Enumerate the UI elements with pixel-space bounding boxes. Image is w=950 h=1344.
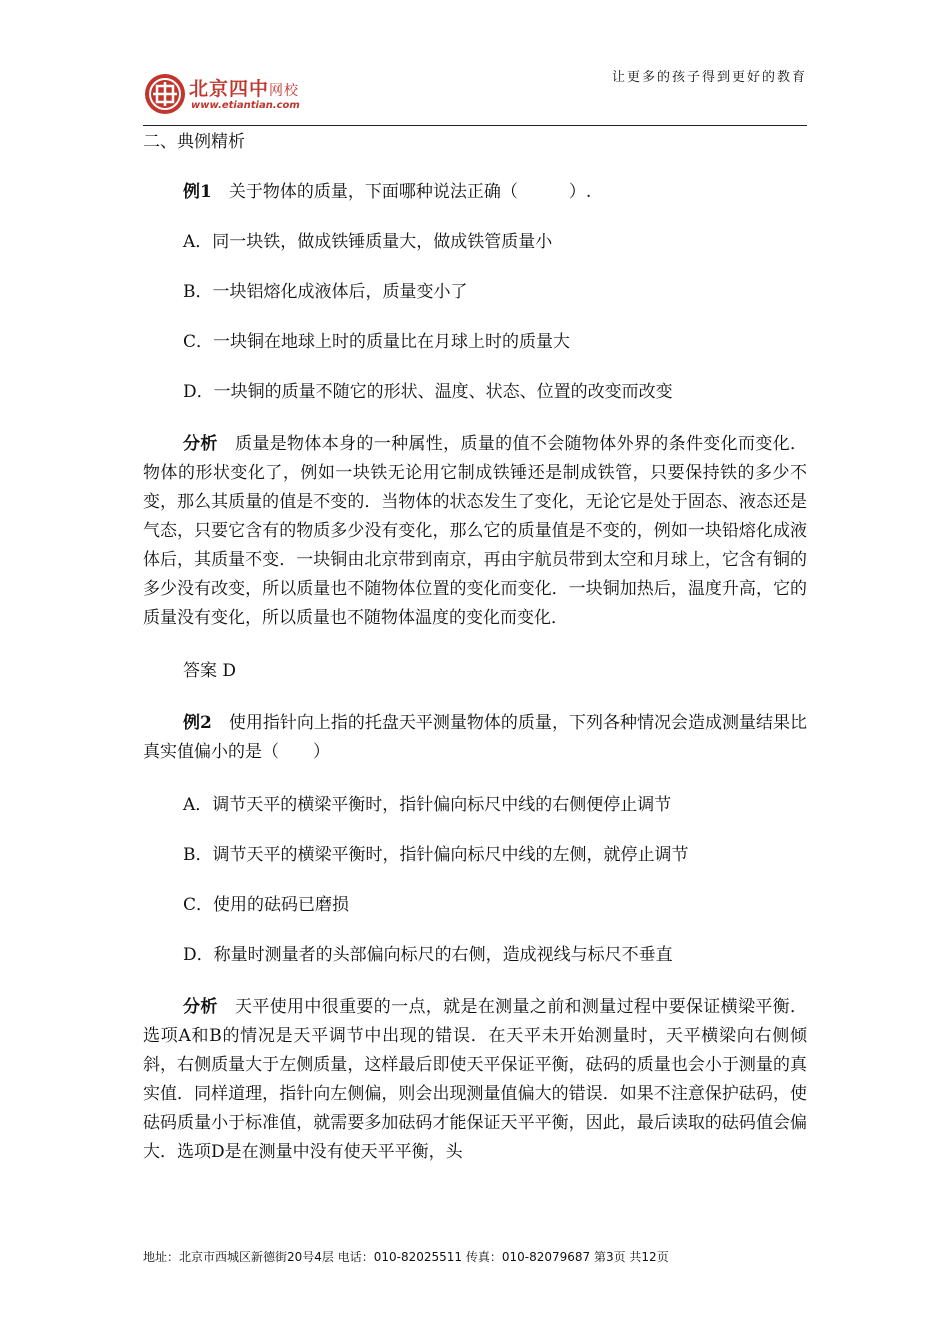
header-divider <box>143 125 807 126</box>
example-2-option-d: D．称量时测量者的头部偏向标尺的右侧，造成视线与标尺不垂直 <box>183 945 673 965</box>
example-1-label: 例1 <box>183 182 212 202</box>
example-1-answer: 答案 D <box>183 661 237 681</box>
example-2-option-c: C．使用的砝码已磨损 <box>183 895 350 915</box>
page-footer: 地址：北京市西城区新德街20号4层 电话：010-82025511 传真：010-82079687 第3页 共12页 <box>143 1250 669 1264</box>
example-2-option-a: A．调节天平的横梁平衡时，指针偏向标尺中线的右侧便停止调节 <box>183 795 672 815</box>
example-1-option-d: D．一块铜的质量不随它的形状、温度、状态、位置的改变而改变 <box>183 382 673 402</box>
example-1-question: 例1 关于物体的质量，下面哪种说法正确（ ）. <box>183 182 592 202</box>
school-seal-icon <box>143 72 187 116</box>
logo-name: 北京四中网校 <box>189 78 300 100</box>
example-1-analysis: 分析 质量是物体本身的一种属性，质量的值不会随物体外界的条件变化而变化．物体的形状变化了，例如一块铁无论用它制成铁锤还是制成铁管，只要保持铁的多少不变，那么其质量的值是不变的．当物体的状态发生了变化，无论它是处于固态、液态还是气态，只要它含有的物质多少没有变化，那么它的质量值是不变的，例如一块铅熔化成液体后，其质量不变．一块铜由北京带到南京，再由宇航员带到太空和月球上，它含有铜的多少没有改变，所以质量也不随物体位置的变化而变化．一块铜加热后，温度升高，它的质量没有变化，所以质量也不随物体温度的变化而变化． <box>143 434 808 628</box>
example-2-question: 例2 使用指针向上指的托盘天平测量物体的质量，下列各种情况会造成测量结果比真实值偏小的是（ ） <box>143 713 808 762</box>
logo-url: www.etiantian.com <box>191 100 300 111</box>
example-2-analysis: 分析 天平使用中很重要的一点，就是在测量之前和测量过程中要保证横梁平衡．选项A和B的情况是天平调节中出现的错误．在天平未开始测量时，天平横梁向右侧倾斜，右侧质量大于左侧质量，这样最后即使天平保证平衡，砝码的质量也会小于测量的真实值．同样道理，指针向左侧偏，则会出现测量值偏大的错误．如果不注意保护砝码，使砝码质量小于标准值，就需要多加砝码才能保证天平平衡，因此，最后读取的砝码值会偏大．选项D是在测量中没有使天平平衡，头 <box>143 997 808 1162</box>
example-2-analysis-label: 分析 <box>183 997 218 1017</box>
example-1-option-c: C．一块铜在地球上时的质量比在月球上时的质量大 <box>183 332 571 352</box>
page-content <box>143 128 807 1167</box>
example-2-option-b: B．调节天平的横梁平衡时，指针偏向标尺中线的左侧，就停止调节 <box>183 845 689 865</box>
logo <box>143 72 343 120</box>
example-1-option-b: B．一块铝熔化成液体后，质量变小了 <box>183 282 468 302</box>
section-title: 二、典例精析 <box>143 132 245 152</box>
example-1-analysis-label: 分析 <box>183 434 218 454</box>
slogan: 让更多的孩子得到更好的教育 <box>611 70 807 85</box>
page-header <box>143 60 807 126</box>
example-2-label: 例2 <box>183 713 212 733</box>
example-1-option-a: A．同一块铁，做成铁锤质量大，做成铁管质量小 <box>183 232 553 252</box>
